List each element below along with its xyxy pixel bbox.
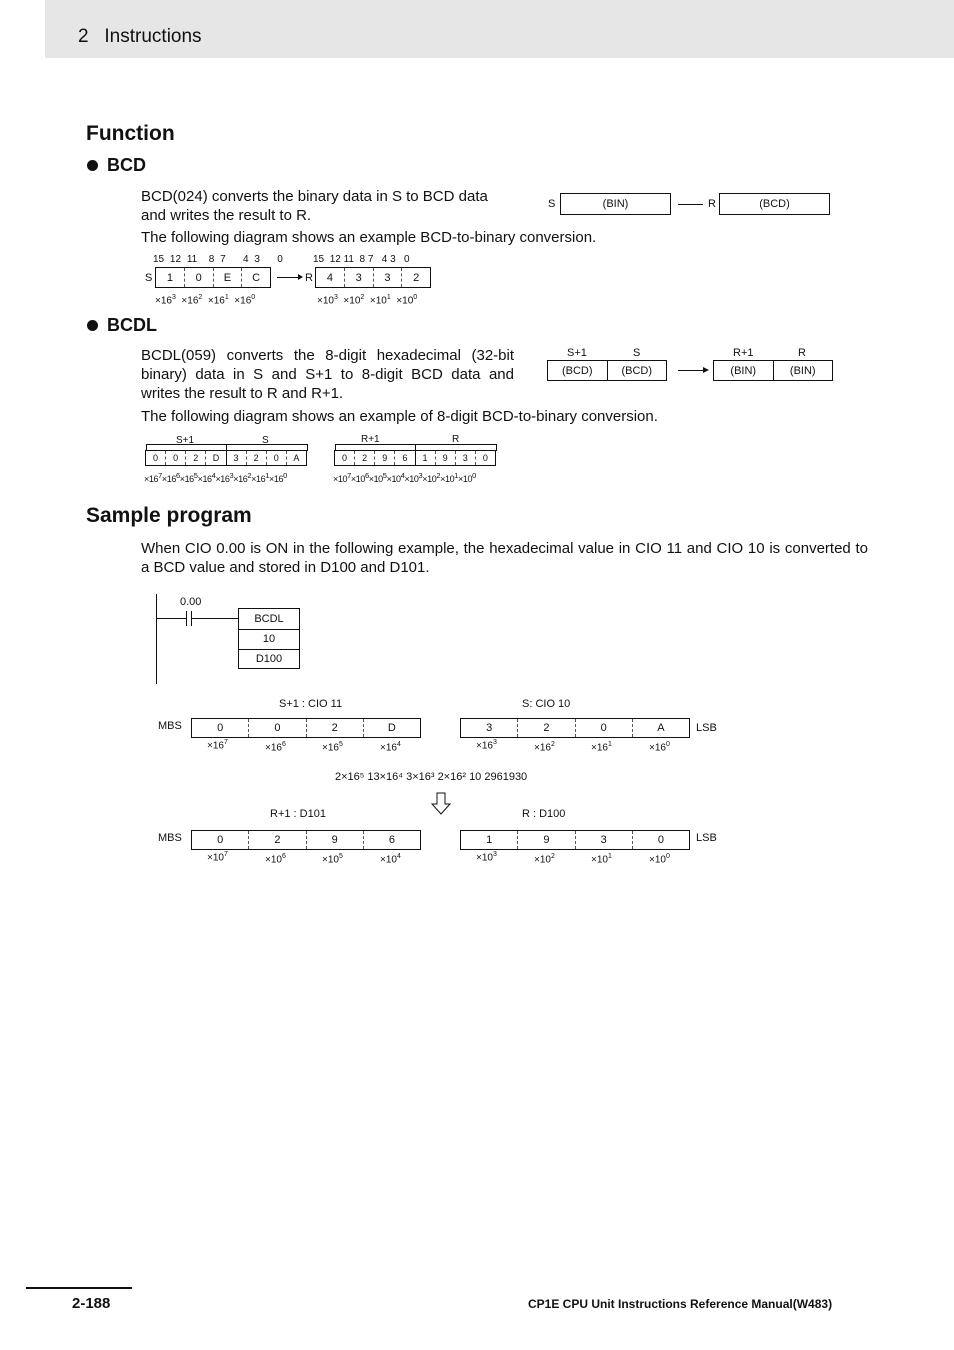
digit-cell: 0: [165, 451, 185, 465]
digit-cell: 6: [394, 451, 414, 465]
manual-title: CP1E CPU Unit Instructions Reference Manual(W483): [528, 1297, 833, 1311]
bcdl-diagram-label-r: R: [798, 347, 806, 359]
bcd-example-intro: The following diagram shows an example BCD-to-binary conversion.: [141, 229, 597, 246]
bcd-diagram-r-box: (BCD): [719, 193, 830, 215]
digit-cell: 0: [632, 831, 689, 849]
dst-mbs-label: MBS: [158, 832, 182, 844]
type-cell: (BCD): [607, 361, 667, 380]
digit-cell: 0: [184, 268, 213, 287]
digit-cell: 0: [266, 451, 286, 465]
digit-cell: 2: [517, 719, 574, 737]
dst-lo-label: R : D100: [522, 808, 566, 820]
weight-label: $\times 10^7$: [207, 851, 228, 864]
digit-cell: C: [241, 268, 270, 287]
digit-cell: A: [286, 451, 306, 465]
digit-cell: 0: [217, 722, 224, 734]
bcd-ex-s-weights: $\times 16^3 \times 16^2 \times 16^1 \times 16^0$: [155, 294, 256, 307]
arrow-head-icon: [298, 274, 303, 280]
digit-cell: 6: [363, 831, 420, 849]
dst-hi-label: R+1 : D101: [270, 808, 326, 820]
weight-label: $\times 10^2$: [534, 853, 555, 866]
bcd-description: BCD(024) converts the binary data in S to BCD data and writes the result to R.: [141, 188, 488, 224]
down-arrow-icon: [430, 792, 452, 816]
bcd-ex-r-register: [315, 267, 431, 288]
digit-cell: 3: [575, 831, 632, 849]
digit-cell: E: [213, 268, 242, 287]
bcd-ex-r-label: R: [305, 272, 313, 284]
digit-cell: 2: [354, 451, 374, 465]
digit-cell: 0: [248, 719, 305, 737]
digit-cell: 2: [246, 451, 266, 465]
digit-cell: 0: [153, 453, 159, 463]
weight-label: $\times 16^1$: [591, 741, 612, 754]
weight-label: $\times 10^1$: [591, 853, 612, 866]
bcd-heading-text: BCD: [107, 155, 146, 175]
digit-cell: 3: [226, 451, 246, 465]
digit-cell: 2: [306, 719, 363, 737]
src-lo-label: S: CIO 10: [522, 698, 571, 710]
bcdl-diagram-arrow: [678, 370, 706, 371]
digit-cell: 0: [575, 719, 632, 737]
instruction-block: [238, 608, 300, 669]
instruction-operand-r: D100: [255, 653, 283, 665]
type-cell: (BIN): [773, 361, 833, 380]
sample-description: When CIO 0.00 is ON in the following example, the hexadecimal value in CIO 11 and CIO 10 is converted to a BCD value and stored in D100 and D101.: [141, 540, 868, 576]
conversion-calculation: 2×16⁵ 13×16⁴ 3×16³ 2×16² 10 2961930: [335, 771, 528, 783]
digit-cell: 9: [306, 831, 363, 849]
weight-label: $\times 16^3$: [476, 739, 497, 752]
bcdl-diagram-label-r1: R+1: [733, 347, 754, 359]
section-header: 2 Instructions: [78, 26, 202, 47]
bcdl-diagram-result-box: [713, 360, 833, 381]
digit-cell: 3: [455, 451, 475, 465]
contact-address: 0.00: [180, 596, 202, 608]
weight-label: $\times 16^7$: [207, 739, 228, 752]
bcd-diagram-r-label: R: [708, 198, 716, 210]
weight-label: $\times 16^2$: [534, 741, 555, 754]
bcdl-ex-r-label: R: [452, 434, 460, 445]
weight-label: $\times 10^6$: [265, 853, 286, 866]
sample-program-title: Sample program: [86, 504, 252, 527]
bcdl-ex-s-register: [145, 450, 307, 466]
bcd-ex-s-label: S: [145, 272, 153, 284]
bcd-ex-r-weights: $\times 10^3 \times 10^2 \times 10^1 \times 10^0$: [317, 294, 418, 307]
weight-label: $\times 10^4$: [380, 853, 401, 866]
bcdl-description: BCDL(059) converts the 8-digit hexadecimal (32-bit binary) data in S and S+1 to 8-digit BCD data and writes the result to R and R+1.: [141, 347, 514, 402]
digit-cell: 0: [217, 834, 224, 846]
digit-cell: 0: [342, 453, 348, 463]
src-lsb-label: LSB: [696, 722, 717, 734]
function-title: Function: [86, 122, 175, 145]
digit-cell: 1: [415, 451, 435, 465]
bcdl-ex-s-label: S: [262, 435, 269, 446]
bcdl-diagram-label-s: S: [633, 347, 641, 359]
bcdl-ex-s-weights: $\times 16^7\times 16^6\times 16^5\times 16^4\times 16^3\times 16^2\times 16^1\times 16^0$: [144, 471, 287, 484]
bcd-ex-s-register: [155, 267, 271, 288]
bcdl-ex-r1-label: R+1: [361, 434, 380, 445]
bcd-diagram-s-label: S: [548, 198, 556, 210]
weight-label: $\times 10^5$: [322, 853, 343, 866]
digit-cell: D: [205, 451, 225, 465]
src-hi-label: S+1 : CIO 11: [279, 698, 343, 710]
digit-cell: 9: [435, 451, 455, 465]
bcd-r-bit-positions: 15 12 11 8 7 4 3 0: [313, 254, 410, 265]
dst-lo-register: [460, 830, 690, 850]
digit-cell: 3: [373, 268, 402, 287]
bcdl-heading-text: BCDL: [107, 315, 157, 335]
digit-cell: 4: [326, 271, 333, 284]
bcdl-ex-s1-label: S+1: [176, 435, 195, 446]
ladder-power-rail: [156, 594, 157, 684]
bcdl-ex-r-weights: $\times 10^7\times 10^6\times 10^5\times 10^4\times 10^3\times 10^2\times 10^1\times 10^0$: [333, 471, 476, 484]
digit-cell: 2: [185, 451, 205, 465]
weight-label: $\times 10^0$: [649, 853, 670, 866]
footer-rule: [26, 1287, 132, 1289]
bcdl-diagram-label-s1: S+1: [567, 347, 587, 359]
bcdl-ex-r-register: [334, 450, 496, 466]
bcd-diagram-s-box: (BIN): [560, 193, 671, 215]
weight-label: $\times 16^5$: [322, 741, 343, 754]
bcd-s-bit-positions: 15 12 11 8 7 4 3 0: [153, 254, 283, 265]
bcdl-heading: [87, 315, 157, 336]
digit-cell: 3: [486, 722, 493, 734]
ladder-rung-left: [156, 618, 186, 619]
digit-cell: D: [363, 719, 420, 737]
src-mbs-label: MBS: [158, 720, 182, 732]
weight-label: $\times 16^6$: [265, 741, 286, 754]
digit-cell: 3: [344, 268, 373, 287]
bcd-heading: [87, 155, 146, 176]
weight-label: $\times 16^4$: [380, 741, 401, 754]
digit-cell: 9: [374, 451, 394, 465]
contact-icon: [186, 611, 187, 626]
dst-lsb-label: LSB: [696, 832, 717, 844]
instruction-mnemonic: BCDL: [239, 609, 299, 630]
digit-cell: 1: [486, 834, 493, 846]
bcdl-example-intro: The following diagram shows an example of 8-digit BCD-to-binary conversion.: [141, 408, 658, 425]
type-cell: (BIN): [730, 364, 757, 377]
digit-cell: 2: [401, 268, 430, 287]
digit-cell: 2: [248, 831, 305, 849]
type-cell: (BCD): [561, 364, 593, 377]
weight-label: $\times 10^3$: [476, 851, 497, 864]
dst-hi-register: [191, 830, 421, 850]
src-hi-register: [191, 718, 421, 738]
page-number: 2-188: [72, 1295, 111, 1312]
bullet-icon: [87, 160, 98, 171]
digit-cell: 1: [166, 271, 173, 284]
weight-label: $\times 16^0$: [649, 741, 670, 754]
bcdl-diagram-source-box: [547, 360, 667, 381]
digit-cell: 9: [517, 831, 574, 849]
digit-cell: 0: [475, 451, 495, 465]
instruction-operand-s: 10: [239, 630, 299, 650]
ladder-rung-right: [192, 618, 239, 619]
src-lo-register: [460, 718, 690, 738]
bullet-icon: [87, 320, 98, 331]
digit-cell: A: [632, 719, 689, 737]
bcd-diagram-connector: [678, 204, 703, 205]
arrow-head-icon: [703, 367, 709, 373]
